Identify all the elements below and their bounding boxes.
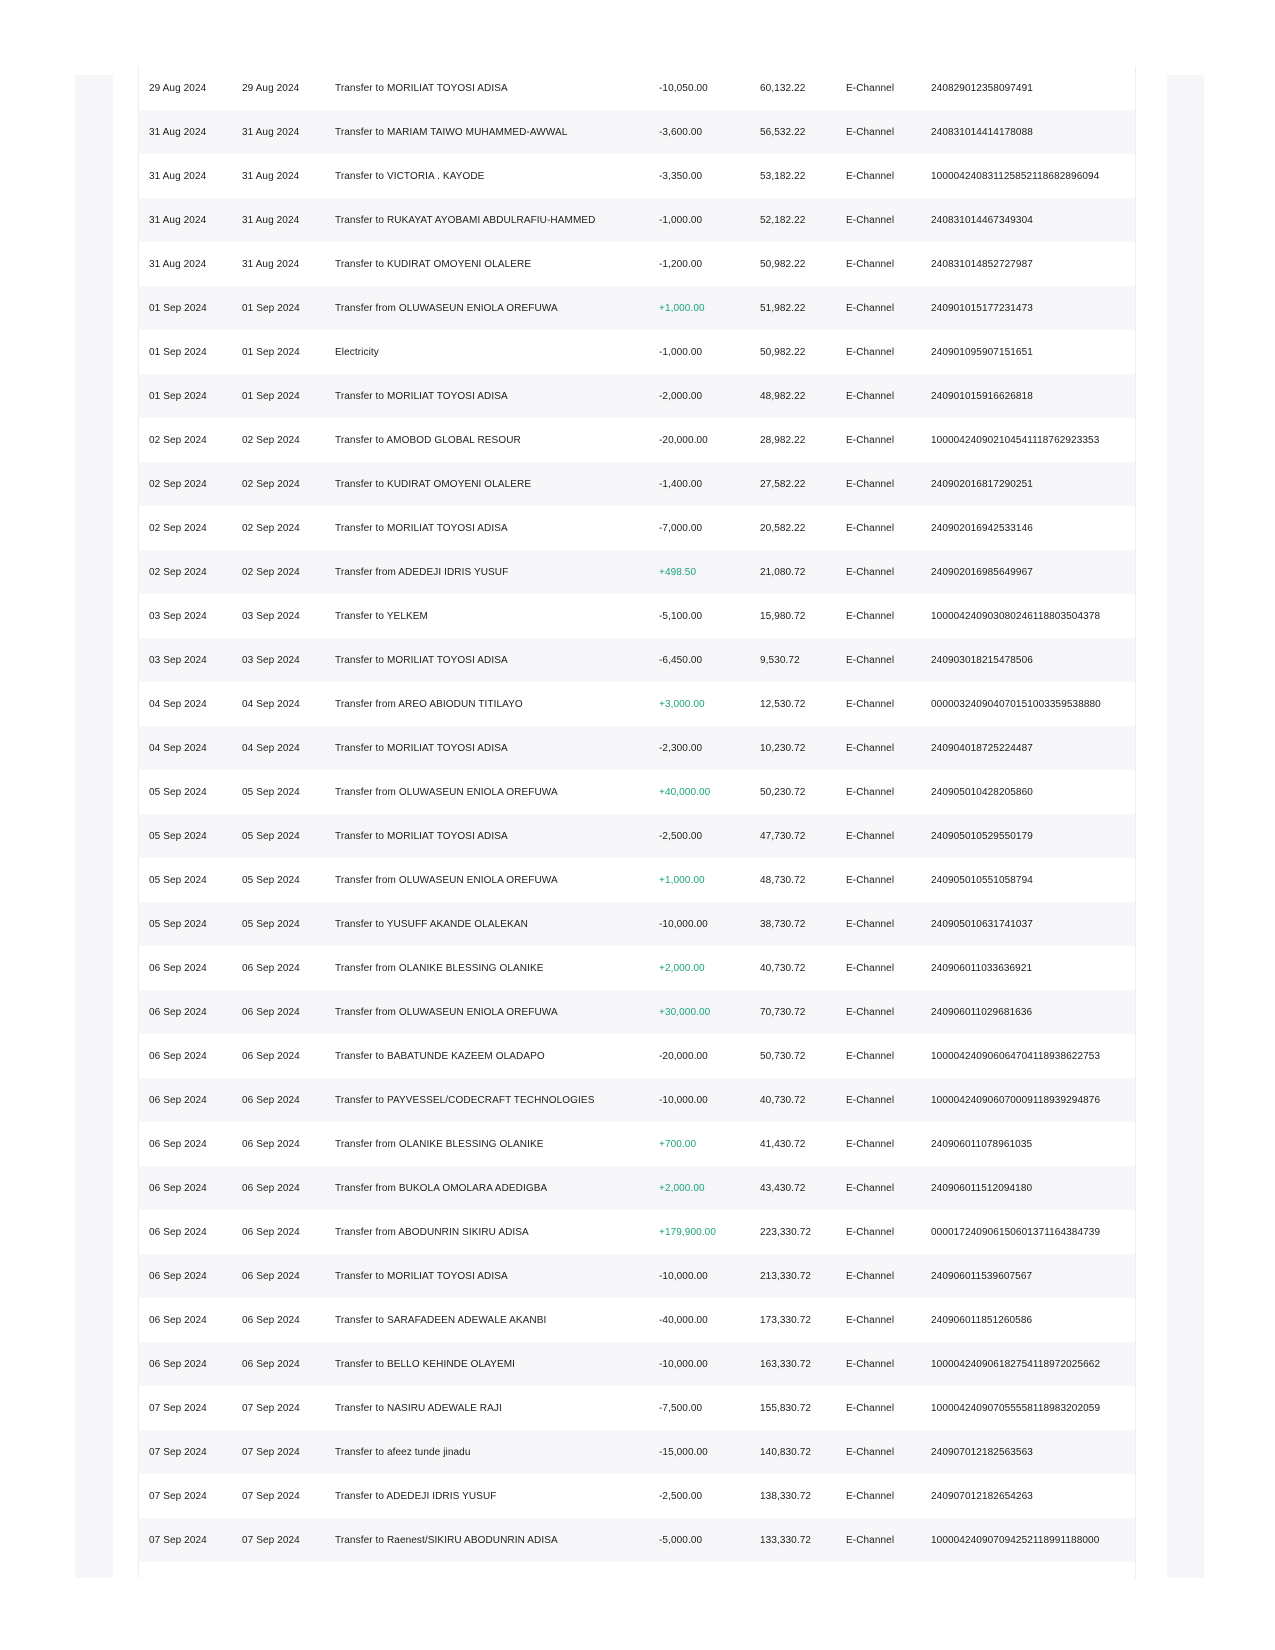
amount-cell: -10,000.00 [659, 1358, 708, 1370]
balance-cell: 10,230.72 [760, 742, 806, 754]
reference-cell: 100004240902104541118762923353 [931, 434, 1100, 446]
balance-cell: 53,182.22 [760, 170, 806, 182]
transaction-date-cell: 05 Sep 2024 [149, 830, 207, 842]
channel-cell: E-Channel [846, 1182, 895, 1194]
reference-cell: 240907012182563563 [931, 1446, 1033, 1458]
amount-cell: -5,000.00 [659, 1534, 703, 1546]
transaction-date-cell: 07 Sep 2024 [149, 1446, 207, 1458]
amount-cell: -1,000.00 [659, 346, 703, 358]
amount-cell: -2,000.00 [659, 390, 703, 402]
reference-cell: 100004240831125852118682896094 [931, 170, 1100, 182]
reference-cell: 100004240906182754118972025662 [931, 1358, 1101, 1370]
balance-cell: 9,530.72 [760, 654, 800, 666]
description-cell: Transfer to PAYVESSEL/CODECRAFT TECHNOLOGIES [335, 1094, 595, 1106]
transaction-date-cell: 02 Sep 2024 [149, 566, 207, 578]
transaction-date-cell: 02 Sep 2024 [149, 434, 207, 446]
balance-cell: 213,330.72 [760, 1270, 812, 1282]
amount-cell: -10,000.00 [659, 918, 708, 930]
value-date-cell: 06 Sep 2024 [242, 1182, 300, 1194]
channel-cell: E-Channel [846, 1226, 895, 1238]
channel-cell: E-Channel [846, 1138, 895, 1150]
description-cell: Electricity [335, 346, 379, 358]
channel-cell: E-Channel [846, 830, 895, 842]
value-date-cell: 04 Sep 2024 [242, 698, 300, 710]
channel-cell: E-Channel [846, 566, 895, 578]
balance-cell: 47,730.72 [760, 830, 806, 842]
balance-cell: 51,982.22 [760, 302, 806, 314]
channel-cell: E-Channel [846, 522, 895, 534]
amount-cell: +1,000.00 [659, 302, 705, 314]
channel-cell: E-Channel [846, 1402, 895, 1414]
value-date-cell: 07 Sep 2024 [242, 1446, 300, 1458]
description-cell: Transfer to BELLO KEHINDE OLAYEMI [335, 1358, 516, 1370]
balance-cell: 163,330.72 [760, 1358, 812, 1370]
amount-cell: -1,200.00 [659, 258, 703, 270]
transaction-row [139, 1210, 1135, 1254]
amount-cell: -1,400.00 [659, 478, 703, 490]
amount-cell: +1,000.00 [659, 874, 705, 886]
channel-cell: E-Channel [846, 874, 895, 886]
transaction-row [139, 1386, 1135, 1430]
transaction-row [139, 66, 1135, 110]
description-cell: Transfer to afeez tunde jinadu [335, 1446, 471, 1458]
reference-cell: 100004240906070009118939294876 [931, 1094, 1101, 1106]
description-cell: Transfer from ADEDEJI IDRIS YUSUF [335, 566, 509, 578]
amount-cell: +498.50 [659, 566, 697, 578]
description-cell: Transfer to MORILIAT TOYOSI ADISA [335, 830, 508, 842]
description-cell: Transfer from BUKOLA OMOLARA ADEDIGBA [335, 1182, 548, 1194]
reference-cell: 240906011851260586 [931, 1314, 1033, 1326]
transaction-row [139, 286, 1135, 330]
transaction-row [139, 1078, 1135, 1122]
transaction-row [139, 990, 1135, 1034]
channel-cell: E-Channel [846, 1358, 895, 1370]
description-cell: Transfer to KUDIRAT OMOYENI OLALERE [335, 258, 532, 270]
transaction-date-cell: 31 Aug 2024 [149, 126, 207, 138]
reference-cell: 240906011078961035 [931, 1138, 1033, 1150]
value-date-cell: 06 Sep 2024 [242, 1138, 300, 1150]
transaction-date-cell: 01 Sep 2024 [149, 390, 207, 402]
amount-cell: -2,500.00 [659, 830, 703, 842]
amount-cell: -3,600.00 [659, 126, 703, 138]
value-date-cell: 02 Sep 2024 [242, 434, 300, 446]
description-cell: Transfer to MORILIAT TOYOSI ADISA [335, 522, 508, 534]
value-date-cell: 02 Sep 2024 [242, 478, 300, 490]
reference-cell: 000003240904070151003359538880 [931, 698, 1101, 710]
description-cell: Transfer from ABODUNRIN SIKIRU ADISA [335, 1226, 529, 1238]
transaction-row [139, 858, 1135, 902]
channel-cell: E-Channel [846, 126, 895, 138]
transaction-date-cell: 04 Sep 2024 [149, 698, 207, 710]
reference-cell: 240901095907151651 [931, 346, 1033, 358]
value-date-cell: 06 Sep 2024 [242, 962, 300, 974]
description-cell: Transfer to VICTORIA . KAYODE [335, 170, 485, 182]
reference-cell: 240829012358097491 [931, 82, 1033, 94]
transaction-date-cell: 05 Sep 2024 [149, 918, 207, 930]
transaction-date-cell: 06 Sep 2024 [149, 1094, 207, 1106]
value-date-cell: 31 Aug 2024 [242, 170, 300, 182]
value-date-cell: 01 Sep 2024 [242, 390, 300, 402]
transactions-table [139, 66, 1135, 1562]
reference-cell: 000017240906150601371164384739 [931, 1226, 1101, 1238]
transaction-row [139, 946, 1135, 990]
transaction-row [139, 1034, 1135, 1078]
transaction-date-cell: 06 Sep 2024 [149, 962, 207, 974]
transaction-date-cell: 06 Sep 2024 [149, 1182, 207, 1194]
transaction-row [139, 770, 1135, 814]
balance-cell: 70,730.72 [760, 1006, 806, 1018]
balance-cell: 12,530.72 [760, 698, 806, 710]
balance-cell: 133,330.72 [760, 1534, 812, 1546]
transaction-row [139, 1474, 1135, 1518]
amount-cell: -6,450.00 [659, 654, 703, 666]
balance-cell: 48,730.72 [760, 874, 806, 886]
reference-cell: 240906011539607567 [931, 1270, 1033, 1282]
balance-cell: 27,582.22 [760, 478, 806, 490]
transaction-row [139, 418, 1135, 462]
page-side-band-left [75, 75, 113, 1578]
channel-cell: E-Channel [846, 82, 895, 94]
description-cell: Transfer from OLUWASEUN ENIOLA OREFUWA [335, 1006, 558, 1018]
amount-cell: -15,000.00 [659, 1446, 708, 1458]
description-cell: Transfer from OLUWASEUN ENIOLA OREFUWA [335, 786, 558, 798]
reference-cell: 100004240903080246118803504378 [931, 610, 1101, 622]
reference-cell: 240831014414178088 [931, 126, 1033, 138]
value-date-cell: 06 Sep 2024 [242, 1226, 300, 1238]
transaction-row [139, 726, 1135, 770]
amount-cell: -7,500.00 [659, 1402, 703, 1414]
transaction-date-cell: 31 Aug 2024 [149, 258, 207, 270]
reference-cell: 240901015177231473 [931, 302, 1033, 314]
transaction-date-cell: 07 Sep 2024 [149, 1534, 207, 1546]
value-date-cell: 04 Sep 2024 [242, 742, 300, 754]
amount-cell: -20,000.00 [659, 434, 708, 446]
statement-sheet [138, 66, 1136, 1578]
reference-cell: 240906011512094180 [931, 1182, 1033, 1194]
transaction-row [139, 1342, 1135, 1386]
channel-cell: E-Channel [846, 258, 895, 270]
transaction-row [139, 1298, 1135, 1342]
balance-cell: 138,330.72 [760, 1490, 812, 1502]
value-date-cell: 02 Sep 2024 [242, 522, 300, 534]
channel-cell: E-Channel [846, 610, 895, 622]
balance-cell: 15,980.72 [760, 610, 806, 622]
transaction-row [139, 594, 1135, 638]
transaction-date-cell: 03 Sep 2024 [149, 654, 207, 666]
value-date-cell: 06 Sep 2024 [242, 1050, 300, 1062]
transaction-date-cell: 01 Sep 2024 [149, 302, 207, 314]
value-date-cell: 06 Sep 2024 [242, 1270, 300, 1282]
channel-cell: E-Channel [846, 698, 895, 710]
balance-cell: 20,582.22 [760, 522, 806, 534]
transaction-date-cell: 02 Sep 2024 [149, 478, 207, 490]
transaction-date-cell: 01 Sep 2024 [149, 346, 207, 358]
value-date-cell: 07 Sep 2024 [242, 1490, 300, 1502]
amount-cell: -2,300.00 [659, 742, 703, 754]
reference-cell: 240905010529550179 [931, 830, 1033, 842]
reference-cell: 240902016817290251 [931, 478, 1033, 490]
transaction-row [139, 814, 1135, 858]
value-date-cell: 03 Sep 2024 [242, 654, 300, 666]
description-cell: Transfer to YELKEM [335, 610, 428, 622]
amount-cell: -3,350.00 [659, 170, 703, 182]
transaction-date-cell: 03 Sep 2024 [149, 610, 207, 622]
value-date-cell: 02 Sep 2024 [242, 566, 300, 578]
transaction-row [139, 374, 1135, 418]
description-cell: Transfer to MORILIAT TOYOSI ADISA [335, 82, 508, 94]
amount-cell: -7,000.00 [659, 522, 703, 534]
value-date-cell: 31 Aug 2024 [242, 258, 300, 270]
description-cell: Transfer from OLUWASEUN ENIOLA OREFUWA [335, 302, 558, 314]
balance-cell: 173,330.72 [760, 1314, 812, 1326]
channel-cell: E-Channel [846, 1534, 895, 1546]
channel-cell: E-Channel [846, 434, 895, 446]
amount-cell: -10,050.00 [659, 82, 708, 94]
description-cell: Transfer from OLUWASEUN ENIOLA OREFUWA [335, 874, 558, 886]
description-cell: Transfer to NASIRU ADEWALE RAJI [335, 1402, 502, 1414]
value-date-cell: 31 Aug 2024 [242, 126, 300, 138]
balance-cell: 50,230.72 [760, 786, 806, 798]
balance-cell: 43,430.72 [760, 1182, 806, 1194]
amount-cell: +179,900.00 [659, 1226, 716, 1238]
value-date-cell: 01 Sep 2024 [242, 346, 300, 358]
balance-cell: 40,730.72 [760, 1094, 806, 1106]
channel-cell: E-Channel [846, 346, 895, 358]
channel-cell: E-Channel [846, 1446, 895, 1458]
value-date-cell: 05 Sep 2024 [242, 918, 300, 930]
balance-cell: 60,132.22 [760, 82, 806, 94]
channel-cell: E-Channel [846, 654, 895, 666]
description-cell: Transfer to RUKAYAT AYOBAMI ABDULRAFIU-HAMMED [335, 214, 596, 226]
balance-cell: 223,330.72 [760, 1226, 812, 1238]
description-cell: Transfer to AMOBOD GLOBAL RESOUR [335, 434, 521, 446]
transaction-row [139, 550, 1135, 594]
value-date-cell: 06 Sep 2024 [242, 1314, 300, 1326]
amount-cell: -5,100.00 [659, 610, 703, 622]
reference-cell: 240901015916626818 [931, 390, 1033, 402]
amount-cell: -1,000.00 [659, 214, 703, 226]
transaction-row [139, 1254, 1135, 1298]
reference-cell: 100004240907055558118983202059 [931, 1402, 1101, 1414]
description-cell: Transfer from AREO ABIODUN TITILAYO [335, 698, 523, 710]
balance-cell: 38,730.72 [760, 918, 806, 930]
transaction-row [139, 110, 1135, 154]
reference-cell: 240904018725224487 [931, 742, 1033, 754]
value-date-cell: 01 Sep 2024 [242, 302, 300, 314]
reference-cell: 240907012182654263 [931, 1490, 1033, 1502]
balance-cell: 48,982.22 [760, 390, 806, 402]
value-date-cell: 31 Aug 2024 [242, 214, 300, 226]
reference-cell: 240906011033636921 [931, 962, 1033, 974]
channel-cell: E-Channel [846, 1314, 895, 1326]
transaction-date-cell: 07 Sep 2024 [149, 1402, 207, 1414]
channel-cell: E-Channel [846, 1006, 895, 1018]
transaction-row [139, 902, 1135, 946]
channel-cell: E-Channel [846, 390, 895, 402]
transaction-date-cell: 06 Sep 2024 [149, 1314, 207, 1326]
description-cell: Transfer to YUSUFF AKANDE OLALEKAN [335, 918, 528, 930]
transaction-date-cell: 29 Aug 2024 [149, 82, 207, 94]
transaction-row [139, 330, 1135, 374]
transaction-date-cell: 06 Sep 2024 [149, 1270, 207, 1282]
page-side-band-right [1167, 75, 1204, 1578]
reference-cell: 240903018215478506 [931, 654, 1033, 666]
transaction-row [139, 682, 1135, 726]
description-cell: Transfer from OLANIKE BLESSING OLANIKE [335, 962, 544, 974]
balance-cell: 50,730.72 [760, 1050, 806, 1062]
amount-cell: +40,000.00 [659, 786, 711, 798]
transaction-date-cell: 31 Aug 2024 [149, 214, 207, 226]
channel-cell: E-Channel [846, 478, 895, 490]
transaction-row [139, 1166, 1135, 1210]
description-cell: Transfer to KUDIRAT OMOYENI OLALERE [335, 478, 532, 490]
channel-cell: E-Channel [846, 214, 895, 226]
amount-cell: -20,000.00 [659, 1050, 708, 1062]
transaction-row [139, 1430, 1135, 1474]
description-cell: Transfer from OLANIKE BLESSING OLANIKE [335, 1138, 544, 1150]
value-date-cell: 03 Sep 2024 [242, 610, 300, 622]
transaction-row [139, 242, 1135, 286]
transaction-date-cell: 05 Sep 2024 [149, 786, 207, 798]
reference-cell: 240902016942533146 [931, 522, 1033, 534]
transaction-row [139, 638, 1135, 682]
value-date-cell: 07 Sep 2024 [242, 1534, 300, 1546]
transaction-date-cell: 05 Sep 2024 [149, 874, 207, 886]
amount-cell: +3,000.00 [659, 698, 705, 710]
description-cell: Transfer to Raenest/SIKIRU ABODUNRIN ADISA [335, 1534, 558, 1546]
balance-cell: 40,730.72 [760, 962, 806, 974]
transaction-row [139, 506, 1135, 550]
amount-cell: +30,000.00 [659, 1006, 711, 1018]
transaction-date-cell: 31 Aug 2024 [149, 170, 207, 182]
amount-cell: +2,000.00 [659, 962, 705, 974]
balance-cell: 21,080.72 [760, 566, 806, 578]
transaction-date-cell: 06 Sep 2024 [149, 1138, 207, 1150]
value-date-cell: 05 Sep 2024 [242, 874, 300, 886]
reference-cell: 240831014467349304 [931, 214, 1033, 226]
balance-cell: 52,182.22 [760, 214, 806, 226]
amount-cell: -10,000.00 [659, 1270, 708, 1282]
transaction-date-cell: 06 Sep 2024 [149, 1050, 207, 1062]
channel-cell: E-Channel [846, 1094, 895, 1106]
reference-cell: 240905010551058794 [931, 874, 1033, 886]
description-cell: Transfer to MARIAM TAIWO MUHAMMED-AWWAL [335, 126, 568, 138]
amount-cell: -40,000.00 [659, 1314, 708, 1326]
description-cell: Transfer to MORILIAT TOYOSI ADISA [335, 390, 508, 402]
transaction-date-cell: 02 Sep 2024 [149, 522, 207, 534]
description-cell: Transfer to MORILIAT TOYOSI ADISA [335, 742, 508, 754]
reference-cell: 240902016985649967 [931, 566, 1033, 578]
amount-cell: -2,500.00 [659, 1490, 703, 1502]
transaction-row [139, 1518, 1135, 1562]
amount-cell: +2,000.00 [659, 1182, 705, 1194]
channel-cell: E-Channel [846, 918, 895, 930]
transaction-row [139, 1122, 1135, 1166]
amount-cell: +700.00 [659, 1138, 697, 1150]
reference-cell: 240831014852727987 [931, 258, 1033, 270]
reference-cell: 100004240907094252118991188000 [931, 1534, 1100, 1546]
transaction-row [139, 462, 1135, 506]
reference-cell: 240906011029681636 [931, 1006, 1033, 1018]
balance-cell: 28,982.22 [760, 434, 806, 446]
transaction-row [139, 154, 1135, 198]
reference-cell: 100004240906064704118938622753 [931, 1050, 1101, 1062]
value-date-cell: 05 Sep 2024 [242, 830, 300, 842]
amount-cell: -10,000.00 [659, 1094, 708, 1106]
value-date-cell: 06 Sep 2024 [242, 1006, 300, 1018]
transaction-date-cell: 06 Sep 2024 [149, 1358, 207, 1370]
description-cell: Transfer to SARAFADEEN ADEWALE AKANBI [335, 1314, 547, 1326]
channel-cell: E-Channel [846, 742, 895, 754]
transaction-date-cell: 06 Sep 2024 [149, 1006, 207, 1018]
value-date-cell: 05 Sep 2024 [242, 786, 300, 798]
balance-cell: 50,982.22 [760, 346, 806, 358]
transaction-date-cell: 06 Sep 2024 [149, 1226, 207, 1238]
balance-cell: 140,830.72 [760, 1446, 812, 1458]
balance-cell: 155,830.72 [760, 1402, 812, 1414]
description-cell: Transfer to ADEDEJI IDRIS YUSUF [335, 1490, 497, 1502]
transaction-date-cell: 07 Sep 2024 [149, 1490, 207, 1502]
channel-cell: E-Channel [846, 1490, 895, 1502]
reference-cell: 240905010631741037 [931, 918, 1033, 930]
channel-cell: E-Channel [846, 1270, 895, 1282]
description-cell: Transfer to BABATUNDE KAZEEM OLADAPO [335, 1050, 545, 1062]
reference-cell: 240905010428205860 [931, 786, 1033, 798]
channel-cell: E-Channel [846, 1050, 895, 1062]
balance-cell: 56,532.22 [760, 126, 806, 138]
channel-cell: E-Channel [846, 170, 895, 182]
channel-cell: E-Channel [846, 302, 895, 314]
channel-cell: E-Channel [846, 962, 895, 974]
value-date-cell: 06 Sep 2024 [242, 1358, 300, 1370]
channel-cell: E-Channel [846, 786, 895, 798]
balance-cell: 50,982.22 [760, 258, 806, 270]
value-date-cell: 06 Sep 2024 [242, 1094, 300, 1106]
description-cell: Transfer to MORILIAT TOYOSI ADISA [335, 654, 508, 666]
transaction-row [139, 198, 1135, 242]
description-cell: Transfer to MORILIAT TOYOSI ADISA [335, 1270, 508, 1282]
balance-cell: 41,430.72 [760, 1138, 806, 1150]
value-date-cell: 29 Aug 2024 [242, 82, 300, 94]
transaction-date-cell: 04 Sep 2024 [149, 742, 207, 754]
value-date-cell: 07 Sep 2024 [242, 1402, 300, 1414]
